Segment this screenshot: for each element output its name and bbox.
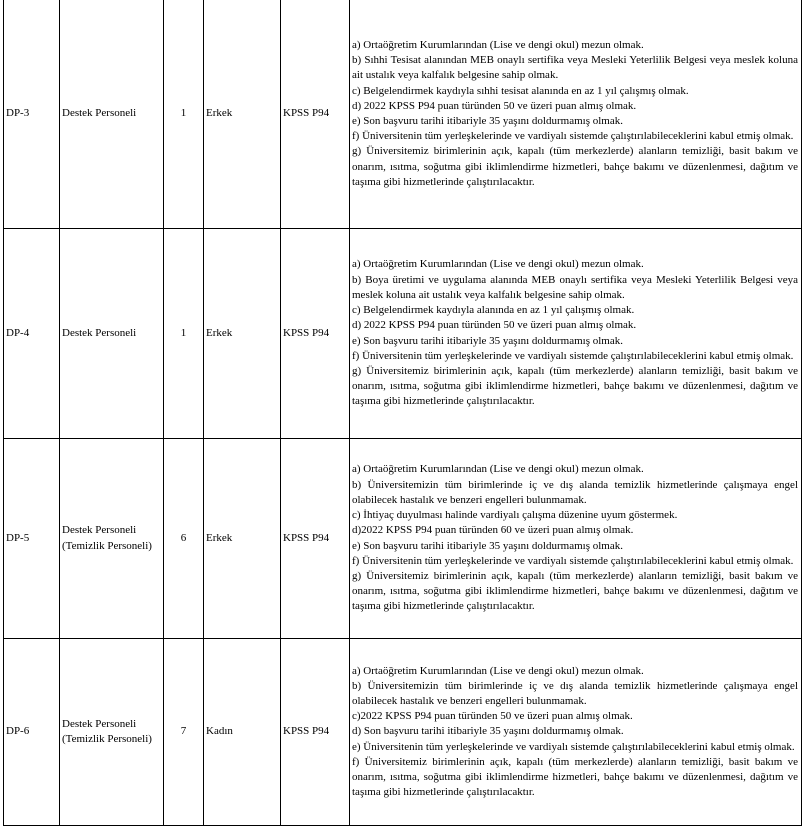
position-count: 1 [164, 229, 204, 439]
requirement-item: g) Üniversitemiz birimlerinin açık, kapalı (tüm merkezlerde) alanların temizliği, basit bakım ve onarım, ısıtma, soğutma gibi iklimlendirme hizmetleri, bahçe bakımı ve düzenlenmesi, dağıtım ve taşıma gibi hizmetlerinde çalıştırılacaktır. [352, 569, 798, 613]
requirement-item: d) 2022 KPSS P94 puan türünden 50 ve üzeri puan almış olmak. [352, 99, 637, 112]
position-requirements [350, 0, 802, 229]
table-row [4, 639, 802, 826]
position-title: Destek Personeli [60, 0, 164, 229]
requirement-item: e) Son başvuru tarihi itibariyle 35 yaşını doldurmamış olmak. [352, 334, 623, 347]
position-title: Destek Personeli (Temizlik Personeli) [60, 439, 164, 639]
table-row [4, 439, 802, 639]
requirement-item: c)2022 KPSS P94 puan türünden 50 ve üzeri puan almış olmak. [352, 710, 633, 723]
requirement-item: e) Son başvuru tarihi itibariyle 35 yaşını doldurmamış olmak. [352, 115, 623, 127]
position-exam: KPSS P94 [281, 229, 350, 439]
requirement-item: a) Ortaöğretim Kurumlarından (Lise ve dengi okul) mezun olmak. [352, 664, 644, 677]
requirement-item: a) Ortaöğretim Kurumlarından (Lise ve dengi okul) mezun olmak. [352, 258, 644, 271]
requirement-item: f) Üniversitenin tüm yerleşkelerinde ve vardiyalı sistemde çalıştırılabileceklerini kabul etmiş olmak. [352, 554, 794, 567]
requirement-item: d) Son başvuru tarihi itibariyle 35 yaşını doldurmamış olmak. [352, 725, 624, 738]
position-code: DP-6 [4, 639, 60, 826]
position-gender: Erkek [204, 229, 281, 439]
position-count: 6 [164, 439, 204, 639]
table-row [4, 0, 802, 229]
position-code: DP-5 [4, 439, 60, 639]
requirement-item: b) Boya üretimi ve uygulama alanında MEB onaylı sertifika veya Mesleki Yeterlilik Belgesi veya meslek koluna ait ustalık veya kalfalık belgesine sahip olmak. [352, 273, 798, 301]
requirement-item: f) Üniversitenin tüm yerleşkelerinde ve vardiyalı sistemde çalıştırılabileceklerini kabul etmiş olmak. [352, 130, 794, 143]
requirement-item: g) Üniversitemiz birimlerinin açık, kapalı (tüm merkezlerde) alanların temizliği, basit bakım ve onarım, ısıtma, soğutma gibi iklimlendirme hizmetleri, bahçe bakımı ve düzenlenmesi, dağıtım ve taşıma gibi hizmetlerinde çalıştırılacaktır. [352, 364, 798, 408]
position-gender: Erkek [204, 439, 281, 639]
position-gender: Erkek [204, 0, 281, 229]
requirement-item: b) Sıhhi Tesisat alanından MEB onaylı sertifika veya Mesleki Yeterlilik Belgesi veya meslek koluna ait ustalık veya kalfalık belgesine sahip olmak. [352, 54, 798, 82]
requirement-item: a) Ortaöğretim Kurumlarından (Lise ve dengi okul) mezun olmak. [352, 38, 644, 51]
position-requirements [350, 639, 802, 826]
requirement-item: e) Son başvuru tarihi itibariyle 35 yaşını doldurmamış olmak. [352, 539, 623, 552]
position-exam: KPSS P94 [281, 439, 350, 639]
position-title: Destek Personeli [60, 229, 164, 439]
position-code: DP-4 [4, 229, 60, 439]
position-exam: KPSS P94 [281, 639, 350, 826]
requirement-item: a) Ortaöğretim Kurumlarından (Lise ve dengi okul) mezun olmak. [352, 463, 644, 476]
position-count: 1 [164, 0, 204, 229]
position-title: Destek Personeli (Temizlik Personeli) [60, 639, 164, 826]
position-table [3, 0, 802, 826]
position-code: DP-3 [4, 0, 60, 229]
requirement-item: c) Belgelendirmek kaydıyla sıhhi tesisat alanında en az 1 yıl çalışmış olmak. [352, 84, 689, 97]
requirement-item: d)2022 KPSS P94 puan türünden 60 ve üzeri puan almış olmak. [352, 524, 634, 537]
requirement-item: c) Belgelendirmek kaydıyla alanında en az 1 yıl çalışmış olmak. [352, 304, 635, 317]
requirement-item: g) Üniversitemiz birimlerinin açık, kapalı (tüm merkezlerde) alanların temizliği, basit bakım ve onarım, ısıtma, soğutma gibi iklimlendirme hizmetleri, bahçe bakımı ve düzenlenmesi, dağıtım ve taşıma gibi hizmetlerinde çalıştırılacaktır. [352, 145, 798, 188]
requirement-item: f) Üniversitemiz birimlerinin açık, kapalı (tüm merkezlerde) alanların temizliği, basit bakım ve onarım, ısıtma, soğutma gibi iklimlendirme hizmetleri, bahçe bakımı ve düzenlenmesi, dağıtım ve taşıma gibi hizmetlerinde çalıştırılacaktır. [352, 755, 798, 799]
table-row [4, 229, 802, 439]
requirement-item: b) Üniversitemizin tüm birimlerinde iç ve dış alanda temizlik hizmetlerinde çalışmaya engel olabilecek hastalık ve benzeri engelleri bulunmamak. [352, 478, 798, 506]
requirement-item: e) Üniversitenin tüm yerleşkelerinde ve vardiyalı sistemde çalıştırılabileceklerini kabul etmiş olmak. [352, 740, 795, 753]
requirement-item: c) İhtiyaç duyulması halinde vardiyalı çalışma düzenine uyum göstermek. [352, 509, 678, 522]
requirement-item: d) 2022 KPSS P94 puan türünden 50 ve üzeri puan almış olmak. [352, 319, 637, 332]
requirement-item: f) Üniversitenin tüm yerleşkelerinde ve vardiyalı sistemde çalıştırılabileceklerini kabul etmiş olmak. [352, 349, 794, 362]
requirement-item: b) Üniversitemizin tüm birimlerinde iç ve dış alanda temizlik hizmetlerinde çalışmaya engel olabilecek hastalık ve benzeri engelleri bulunmamak. [352, 679, 798, 707]
position-requirements [350, 229, 802, 439]
position-requirements [350, 439, 802, 639]
position-exam: KPSS P94 [281, 0, 350, 229]
position-count: 7 [164, 639, 204, 826]
position-gender: Kadın [204, 639, 281, 826]
